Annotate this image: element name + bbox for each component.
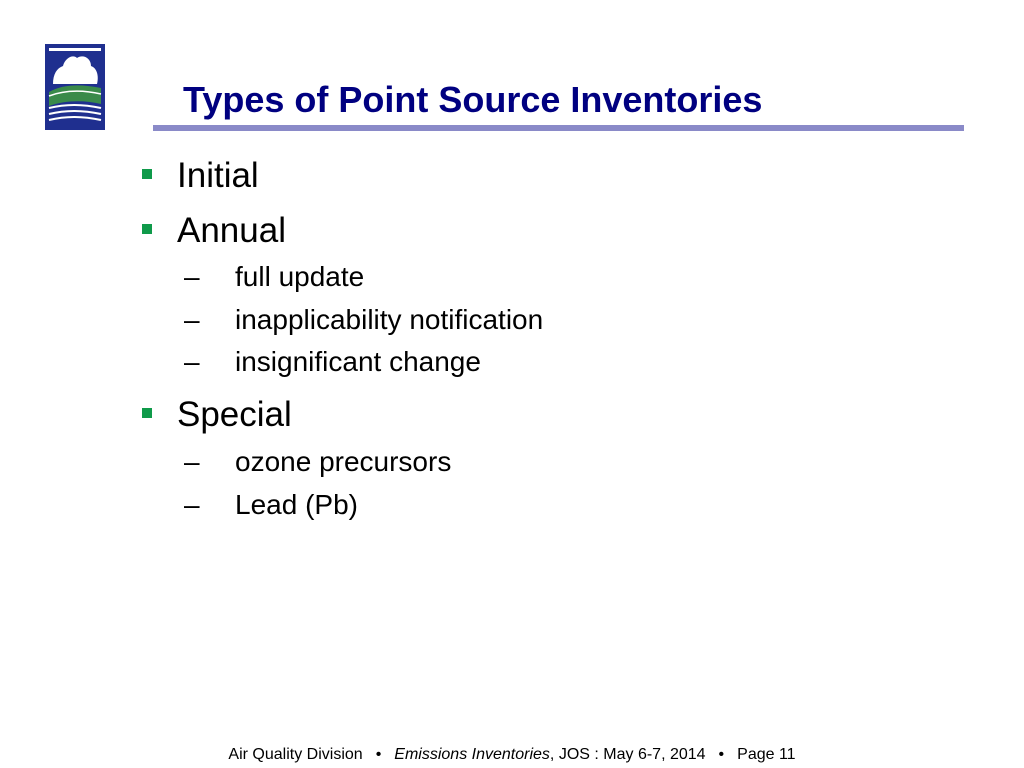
sub-item-label: ozone precursors <box>235 446 452 477</box>
dash-marker: – <box>184 446 200 477</box>
footer-course-title: Emissions Inventories <box>394 746 550 763</box>
sub-item-label: full update <box>235 261 365 292</box>
dash-marker: – <box>184 304 200 335</box>
bullet-label: Initial <box>177 156 259 195</box>
dash-marker: – <box>184 261 200 292</box>
sub-item-label: Lead (Pb) <box>235 489 358 520</box>
sub-item-label: inapplicability notification <box>235 304 544 335</box>
footer-separator: • <box>718 746 725 763</box>
footer-division: Air Quality Division <box>228 746 363 763</box>
bullet-label: Special <box>177 395 292 434</box>
bullet-label: Annual <box>177 211 286 250</box>
footer-page-number: Page 11 <box>737 746 796 763</box>
slide-title: Types of Point Source Inventories <box>183 79 763 120</box>
bullet-square-icon <box>142 408 152 418</box>
dash-marker: – <box>184 489 200 520</box>
dash-marker: – <box>184 346 200 377</box>
slide-footer <box>0 745 1024 765</box>
footer-separator: • <box>375 746 382 763</box>
bullet-square-icon <box>142 169 152 179</box>
sub-item-label: insignificant change <box>235 346 481 377</box>
footer-course-details: , JOS : May 6-7, 2014 <box>549 746 706 763</box>
bullet-square-icon <box>142 224 152 234</box>
